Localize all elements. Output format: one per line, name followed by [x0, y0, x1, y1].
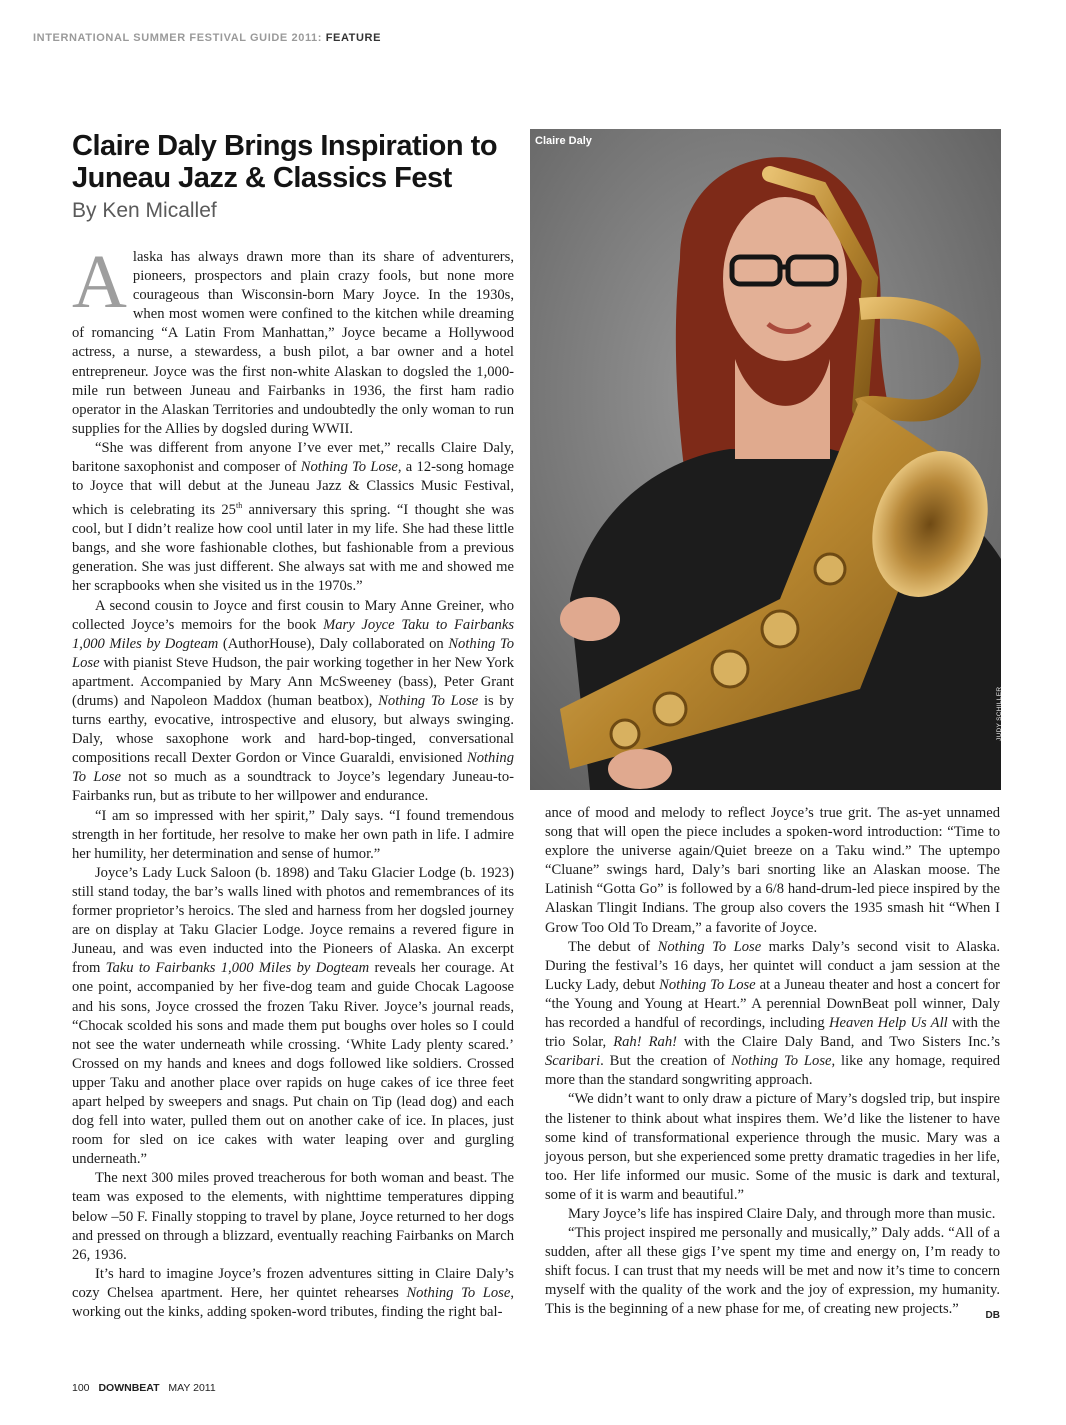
p5-text-b: reveals her courage. At one point, accompanied by her five-dog team and guide Chocak Lagoose and his sons, Joyce crossed the frozen Taku River. Joyce’s journal reads, “Chocak scolded his sons and made them put boughs over holes so I could not see the water underneath while crossing. ‘White Lady plenty scared.’ Crossed on my hands and knees and dogs followed like soldiers. Crossed upper Taku and another place over rapids on huge cakes of ice three feet apart helped by sweepers and snags. Put chain on Tip (lead dog) and each dog fell into water, pulled them out on another cake of ice. In places, just room for sled on ice cakes with water leaping over and gurgling underneath.”	[72, 960, 514, 1168]
album-title: Nothing To Lose	[406, 1284, 511, 1301]
paragraph-4: “I am so impressed with her spirit,” Daly says. “I found tremendous strength in her fortitude, her resolve to make her own path in life. I admire her humility, her determination and sense of humor.”	[72, 807, 514, 862]
paragraph-1-text: laska has always drawn more than its share of adventurers, pioneers, prospectors and plain crazy fools, but none more courageous than Wisconsin-born Mary Joyce. In the 1930s, when most women were confined to the kitchen while dreaming of romancing “A Latin From Manhattan,” Joyce became a Hollywood actress, a nurse, a stewardess, a bush pilot, a bar owner and a hotel entrepreneur. Joyce was the first non-white Alaskan to dogsled the 1,000-mile run between Juneau and Fairbanks in 1936, the first ham radio operator in the Alaskan Territories and undoubtedly the only woman to run supplies for the Allies by dogsled during WWII.	[72, 249, 514, 437]
paragraph-1	[72, 240, 514, 439]
feature-photo	[530, 129, 1001, 790]
paragraph-10: Mary Joyce’s life has inspired Claire Daly, and through more than music.	[568, 1205, 996, 1222]
end-mark: DB	[985, 1310, 1000, 1322]
drop-cap: A	[72, 240, 127, 324]
p8-text-b: marks Daly’s second visit to Alaska. During the festival’s 16 days, her quintet will conduct a jam session at the Lucky Lady, debut	[545, 938, 1000, 993]
album-title: Heaven Help Us All	[828, 1015, 948, 1032]
p8-text-c: at a Juneau theater and host a concert for “the Young and Young at Heart.” A perennial DownBeat poll winner, Daly has recorded a handful of recordings, including	[545, 976, 1000, 1032]
paragraph-8	[545, 938, 1000, 1091]
face	[723, 197, 847, 361]
p7-text-a: It’s hard to imagine Joyce’s frozen adventures sitting in Claire Daly’s cozy Chelsea apartment. Here, her quintet rehearses	[72, 1265, 514, 1301]
article-byline: By Ken Micallef	[72, 199, 217, 222]
paragraph-2	[72, 439, 514, 597]
book-title: Mary Joyce Taku to Fairbanks 1,000 Miles by Dogteam	[72, 616, 515, 652]
photo-credit: JUDY SCHILLER	[996, 686, 1003, 741]
p3-text-c: with pianist Steve Hudson, the pair working together in her New York apartment. Accompanied by Mary Ann McSweeney (bass), Peter Grant (drums) and Napoleon Maddox (human beatbox),	[72, 654, 514, 710]
p2-text-b: , a 12-song homage to Joyce that will debut at the Juneau Jazz & Classics Music Festival, which is celebrating its 25	[72, 459, 514, 519]
p11-text: “This project inspired me personally and musically,” Daly adds. “All of a sudden, after all these gigs I’ve spent my time and energy on, I’m ready to shift focus. I can trust that my needs will be met and now it’s time to concern myself with the quality of the work and the joy of expression, my humanity. This is the beginning of a new phase for me, of creating new projects.”	[545, 1225, 1000, 1318]
p3-text-a: A second cousin to Joyce and first cousin to Mary Anne Greiner, who collected Joyce’s memoirs for the book	[72, 597, 514, 633]
saxophonist-portrait-illustration	[530, 129, 1001, 790]
paragraph-5	[72, 864, 514, 1170]
p8-text-a: The debut of	[568, 938, 658, 955]
p3-text-d: is by turns earthy, evocative, introspective and elusory, but always swinging. Daly, whose saxophone work and hard-bop-tinged, conversational compositions recall Dexter Gordon or Vince Guaraldi, envisioned	[72, 693, 515, 767]
left-hand	[560, 597, 620, 641]
right-hand	[608, 749, 672, 789]
paragraph-11	[545, 1224, 1000, 1322]
paragraph-9: “We didn’t want to only draw a picture of Mary’s dogsled trip, but inspire the listener to think about what inspires them. We’d like the listener to have some kind of transformational experience through the music. Mary was a joyous person, but she experienced some pretty dramatic tragedies in her life, too. Her life informed our music. Some of the music is dark and textural, some of it is warm and beautiful.”	[545, 1091, 1000, 1203]
page-number: 100	[72, 1382, 90, 1394]
p3-text-e: not so much as a soundtrack to Joyce’s legendary Juneau-to-Fairbanks run, but as tribute to her willpower and endurance.	[72, 769, 514, 805]
feature-label: FEATURE	[325, 32, 382, 44]
paragraph-7	[72, 1265, 514, 1322]
p7-text-b: , working out the kinks, adding spoken-word tributes, finding the right bal-	[72, 1284, 514, 1321]
p5-text-a: Joyce’s Lady Luck Saloon (b. 1898) and Taku Glacier Lodge (b. 1923) still stand today, the bar’s walls lined with photos and remembrances of its former proprietor’s heroics. The sled and harness from her dogsled journey are on display at Taku Glacier Lodge. Joyce remains a revered figure in Juneau, and was even inducted into the Pioneers of Alaska. An excerpt from	[72, 864, 514, 977]
paragraph-3	[72, 597, 514, 807]
p2-text-c: anniversary this spring. “I thought she was cool, but I didn’t realize how cool until later in my life. She had these little bangs, and she wore fashionable clothes, but fashionable from a previous generation. She was just different. She always sat with me and showed me her scrapbooks when she visited us in the 1970s.”	[72, 502, 514, 595]
album-title: Rah! Rah!	[613, 1034, 677, 1051]
book-title: Taku to Fairbanks 1,000 Miles by Dogteam	[105, 960, 370, 977]
album-title: Nothing To Lose	[300, 459, 398, 476]
p8-text-e: with the Claire Daly Band, and Two Sisters Inc.’s	[676, 1034, 1000, 1051]
p3-text-b: (AuthorHouse), Daly collaborated on	[218, 635, 449, 652]
ordinal-suffix: th	[235, 501, 243, 511]
article-headline: Claire Daly Brings Inspiration to Juneau Jazz & Classics Fest	[72, 130, 498, 194]
p8-text-f: . But the creation of	[600, 1053, 732, 1070]
paragraph-7-continued: ance of mood and melody to reflect Joyce’s true grit. The as-yet unnamed song that will open the piece includes a spoken-word introduction: “Time to explore the universe again/Quiet breeze on a Taku wind.” The uptempo “Cluane” swings hard, Daly’s bari snorting like an Alaskan moose. The Latinish “Gotta Go” is followed by a 6/8 hand-drum-led piece inspired by the Alaskan Tlingit Indians. The group also covers the 1935 smash hit “When I Grow Too Old To Dream,” a favorite of Joyce.	[545, 805, 1000, 936]
album-title: Nothing To Lose	[657, 938, 762, 955]
paragraph-6: The next 300 miles proved treacherous for both woman and beast. The team was exposed to the elements, with nighttime temperatures dipping below –50 F. Finally stopping to travel by plane, Joyce returned to her dogs and pressed on through a blizzard, eventually reaching Fairbanks on March 26, 1936.	[72, 1170, 514, 1263]
p8-text-g: , like any homage, required more than the standard songwriting approach.	[545, 1053, 1000, 1089]
magazine-name: DOWNBEAT	[98, 1382, 160, 1394]
album-title: Nothing To Lose	[72, 750, 514, 786]
album-title: Nothing To Lose	[731, 1053, 832, 1070]
section-header	[33, 32, 381, 44]
issue-date: MAY 2011	[168, 1382, 216, 1394]
album-title: Nothing To Lose	[72, 635, 515, 671]
section-label: INTERNATIONAL SUMMER FESTIVAL GUIDE 2011:	[33, 32, 323, 44]
album-title: Nothing To Lose	[659, 976, 756, 993]
album-title: Nothing To Lose	[378, 693, 479, 710]
p8-text-d: with the trio Solar,	[545, 1015, 1000, 1051]
article-column-left	[72, 240, 515, 1322]
p2-text-a: “She was different from anyone I’ve ever met,” recalls Claire Daly, baritone saxophonist and composer of	[72, 439, 514, 476]
page-footer	[72, 1382, 216, 1394]
article-column-right	[545, 804, 1000, 1326]
photo-caption: Claire Daly	[535, 135, 592, 147]
album-title: Scaribari	[545, 1053, 601, 1070]
